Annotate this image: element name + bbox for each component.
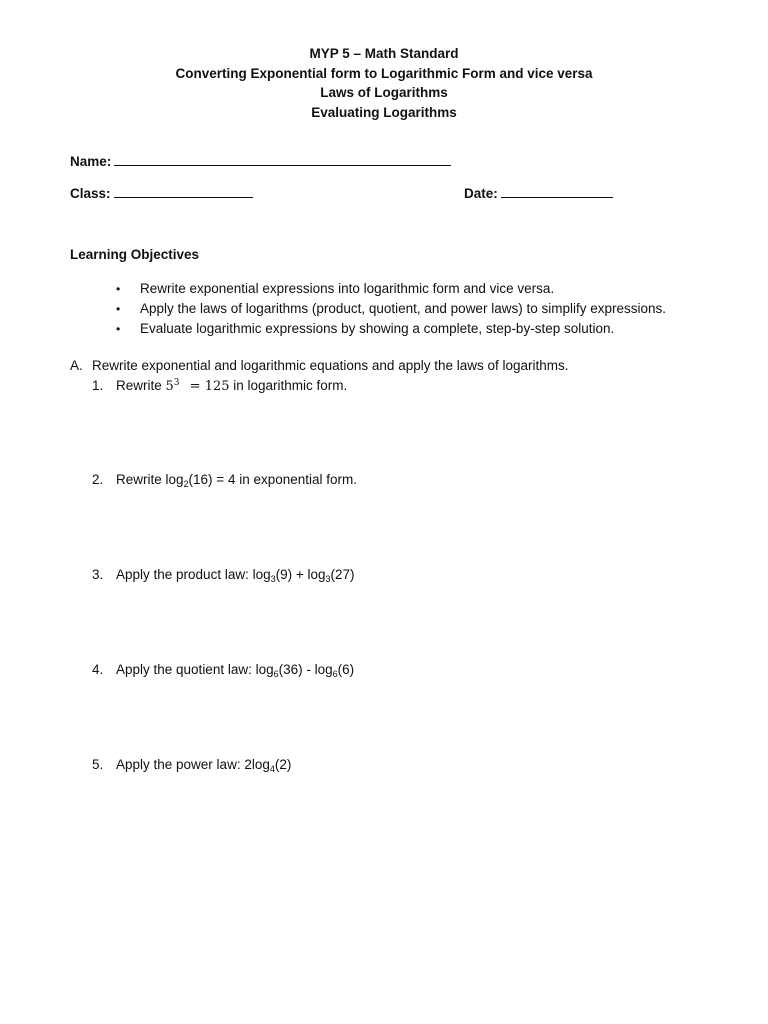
section-letter: A. <box>70 358 83 373</box>
date-field <box>464 185 613 201</box>
class-label: Class: <box>70 186 111 201</box>
objective-item: • Evaluate logarithmic expressions by showing a complete, step-by-step solution. <box>116 319 666 339</box>
date-label: Date: <box>464 186 498 201</box>
question-number: 4. <box>92 662 104 677</box>
bullet-icon: • <box>116 322 121 336</box>
section-a-heading <box>70 358 569 373</box>
question-number: 1. <box>92 378 104 393</box>
subtopic-laws: Laws of Logarithms <box>320 85 448 100</box>
class-field <box>70 185 253 201</box>
question-number: 3. <box>92 567 104 582</box>
question-4: 4. Apply the quotient law: $\log_6(36) - \log_6(6)$ <box>92 662 355 679</box>
question-1: 1. Rewrite $5^3 = 125$ in logarithmic form. <box>92 378 348 394</box>
objectives-list <box>116 279 666 339</box>
name-field <box>70 153 451 169</box>
bullet-icon: • <box>116 302 121 316</box>
course-title: MYP 5 – Math Standard <box>309 46 459 61</box>
question-number: 5. <box>92 757 104 772</box>
question-2: 2. Rewrite $\log_2(16) = 4$ in exponential form. <box>92 472 358 489</box>
section-a-title: Rewrite exponential and logarithmic equations and apply the laws of logarithms. <box>92 358 569 373</box>
subtopic-evaluating: Evaluating Logarithms <box>311 104 457 120</box>
date-blank[interactable] <box>501 185 613 198</box>
learning-objectives-title: Learning Objectives <box>70 247 200 262</box>
objective-item: • Apply the laws of logarithms (product, quotient, and power laws) to simplify expressions. <box>116 299 666 319</box>
question-3: 3. Apply the product law: $\log_3(9) + \log_3(27)$ <box>92 567 355 584</box>
topic-title: Converting Exponential form to Logarithmic Form and vice versa <box>175 65 593 81</box>
bullet-icon: • <box>116 282 121 296</box>
objective-item: • Rewrite exponential expressions into logarithmic form and vice versa. <box>116 279 666 299</box>
math-expression: $5^3 = 125$ <box>165 378 230 394</box>
name-blank[interactable] <box>114 153 451 166</box>
name-label: Name: <box>70 154 112 169</box>
class-blank[interactable] <box>114 185 253 198</box>
worksheet-header <box>0 44 768 122</box>
question-number: 2. <box>92 472 104 487</box>
question-5: 5. Apply the power law: $2\log_4(2)$ <box>92 757 292 774</box>
